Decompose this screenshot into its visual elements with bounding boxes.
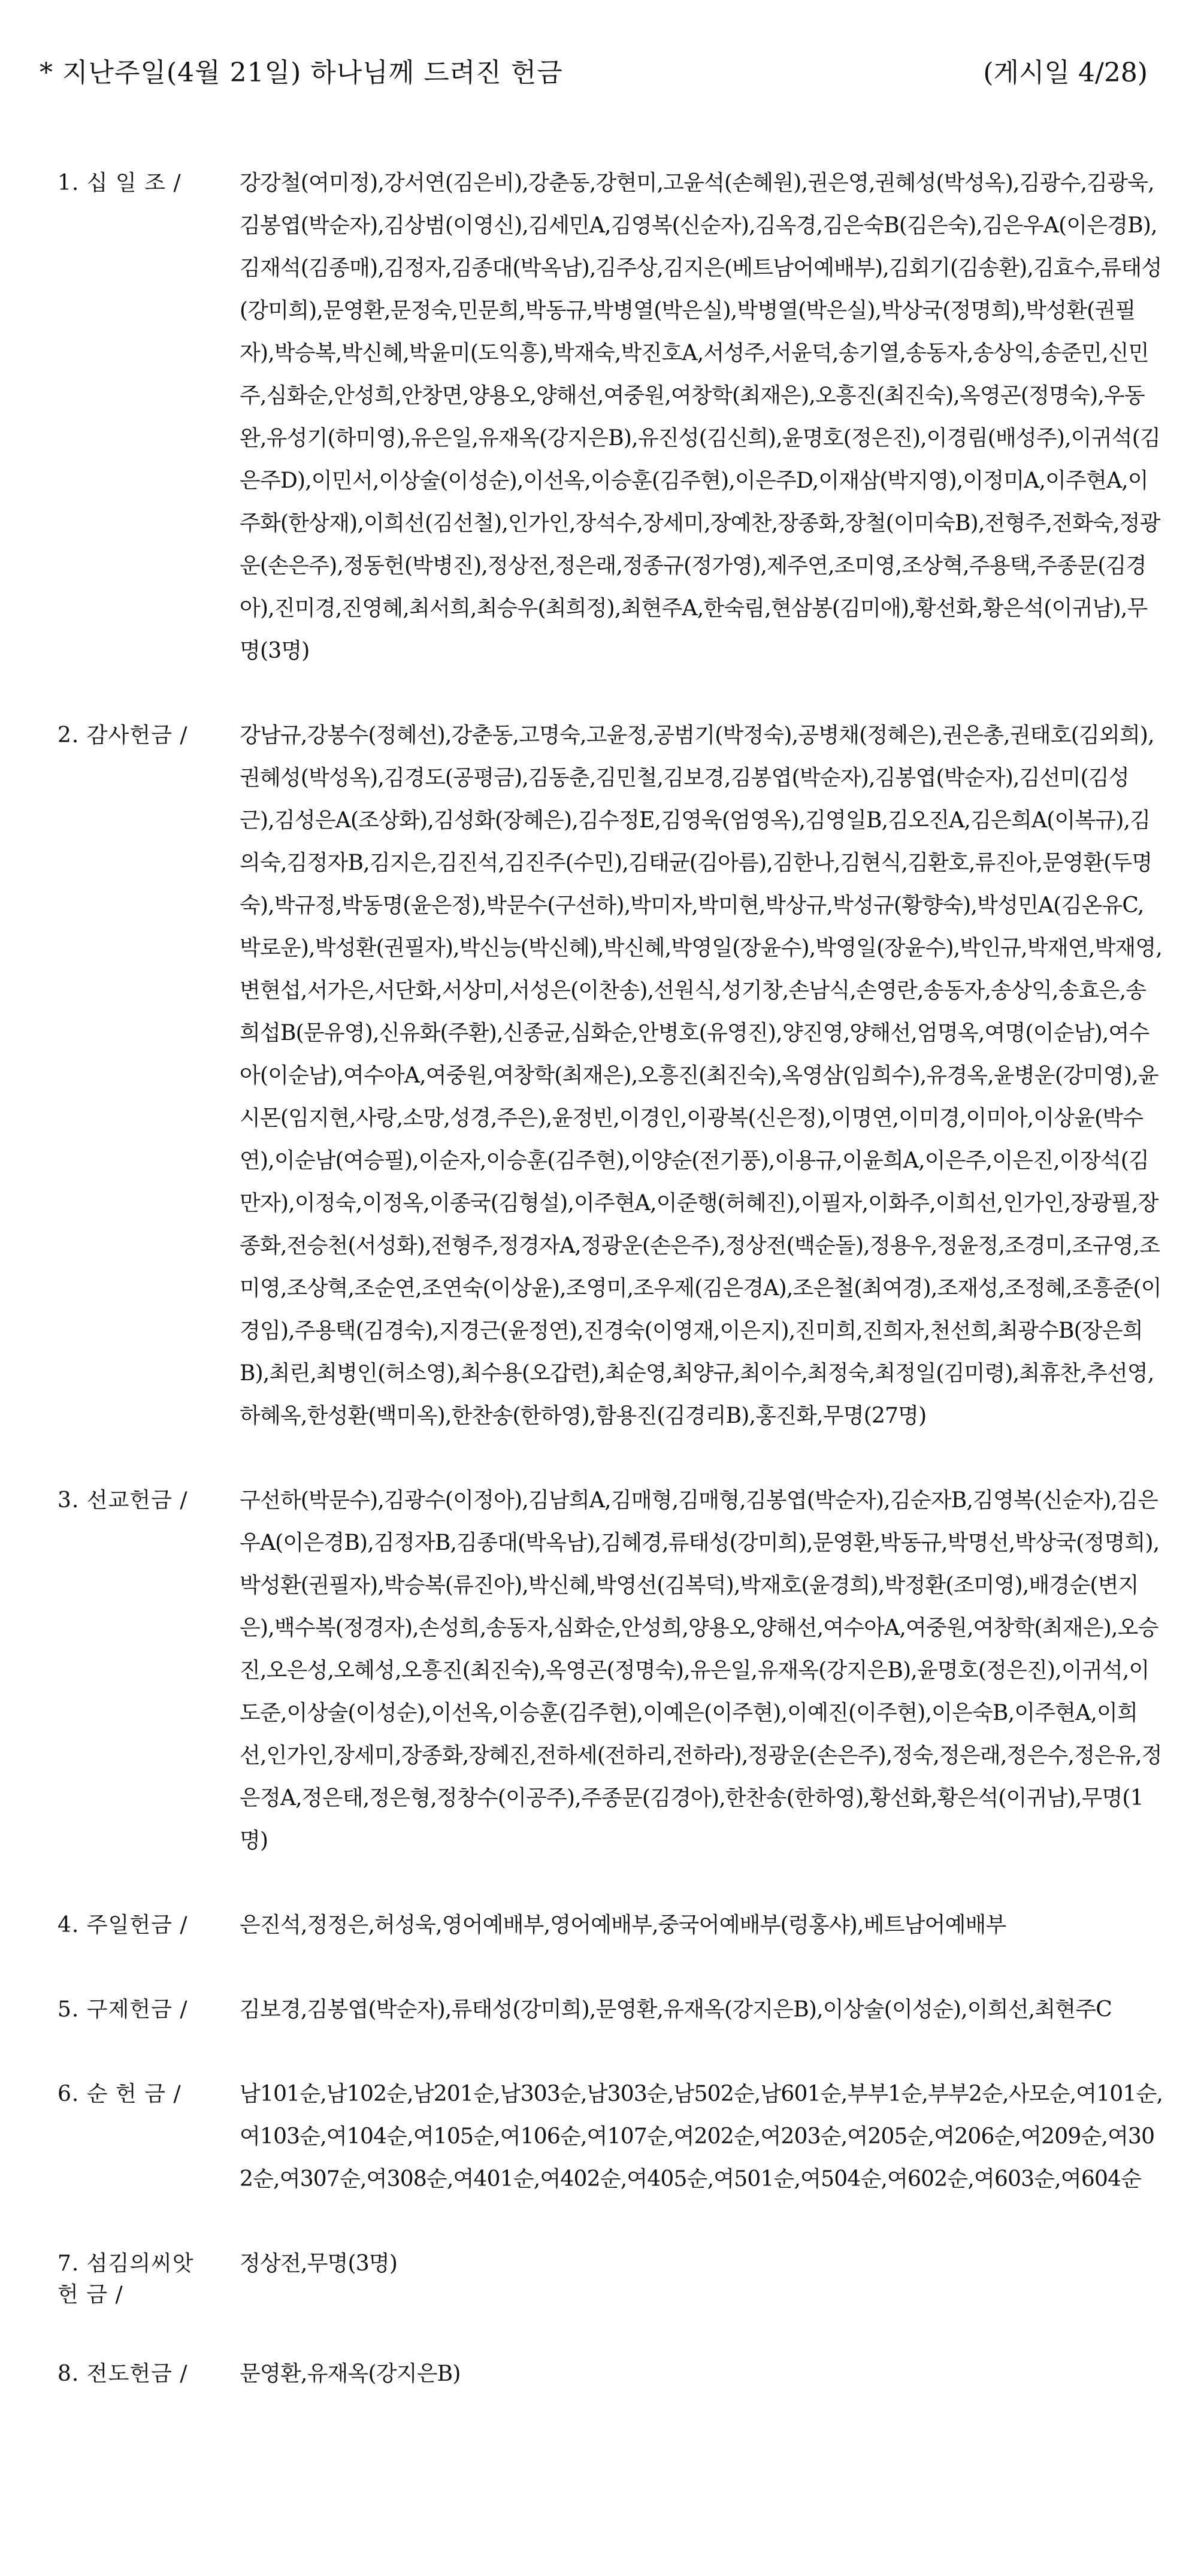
section-label: 4. 주일헌금 /: [58, 1913, 188, 1937]
section-names: 문영환,유재옥(강지은B): [240, 2362, 461, 2386]
section-label: 2. 감사헌금 /: [58, 723, 188, 748]
section-label: 5. 구제헌금 /: [58, 1997, 188, 2022]
section-service-seed: [58, 2242, 1172, 2311]
page-header: [40, 49, 1158, 91]
offering-sections: [58, 162, 1172, 2437]
section-names: 정상전,무명(3명): [240, 2251, 398, 2276]
section-label: 8. 전도헌금 /: [58, 2362, 188, 2386]
section-label: 6. 순 헌 금 /: [58, 2082, 181, 2106]
section-names: 김보경,김봉엽(박순자),류태성(강미희),문영환,유재옥(강지은B),이상술(이성순),이희선,최현주C: [240, 1997, 1112, 2022]
section-label: 3. 선교헌금 /: [58, 1488, 188, 1513]
section-label: 7. 섬김의씨앗 헌 금 /: [58, 2251, 194, 2307]
section-names: 구선하(박문수),김광수(이정아),김남희A,김매형,김매형,김봉엽(박순자),김순자B,김영복(신순자),김은우A(이은경B),김정자B,김종대(박옥남),김혜경,류태성(강미희),문영환,박동규,박명선,박상국(정명희),박성환(권필자),박승복(류진아),박신혜,박영선(김복덕),박재호(윤경희),박정환(조미영),배경순(변지은),백수복(정경자),손성희,송동자,심화순,안성희,양용오,양해선,여수아A,여중원,여창학(최재은),오승진,오은성,오혜성,오흥진(최진숙),옥영곤(정명숙),유은일,유재옥(강지은B),윤명호(정은진),이귀석,이도준,이상술(이성순),이선옥,이승훈(김주현),이예은(이주현),이예진(이주현),이은숙B,이주현A,이희선,인가인,장세미,장종화,장혜진,전하세(전하리,전하라),정광운(손은주),정숙,정은래,정은수,정은유,정은정A,정은태,정은형,정창수(이공주),주종문(김경아),한찬송(한하영),황선화,황은석(이귀남),무명(1명): [240, 1488, 1162, 1853]
section-names: 남101순,남102순,남201순,남303순,남303순,남502순,남601순,부부1순,부부2순,사모순,여101순,여103순,여104순,여105순,여106순,여107순,여202순,여203순,여205순,여206순,여209순,여302순,여307순,여308순,여401순,여402순,여405순,여501순,여504순,여602순,여603순,여604순: [240, 2082, 1163, 2191]
section-thanksgiving: [58, 714, 1172, 1437]
section-group: [58, 2073, 1172, 2200]
section-tithe: [58, 162, 1172, 672]
page-title: * 지난주일(4월 21일) 하나님께 드려진 헌금: [40, 58, 563, 88]
section-sunday: [58, 1904, 1172, 1946]
section-names: 강강철(여미정),강서연(김은비),강춘동,강현미,고윤석(손혜원),권은영,권혜성(박성옥),김광수,김광욱,김봉엽(박순자),김상범(이영신),김세민A,김영복(신순자),김옥경,김은숙B(김은숙),김은우A(이은경B),김재석(김종매),김정자,김종대(박옥남),김주상,김지은(베트남어예배부),김회기(김송환),김효수,류태성(강미희),문영환,문정숙,민문희,박동규,박병열(박은실),박병열(박은실),박상국(정명희),박성환(권필자),박승복,박신혜,박윤미(도익흥),박재숙,박진호A,서성주,서윤덕,송기열,송동자,송상익,송준민,신민주,심화순,안성희,안창면,양용오,양해선,여중원,여창학(최재은),오흥진(최진숙),옥영곤(정명숙),우동완,유성기(하미영),유은일,유재옥(강지은B),유진성(김신희),윤명호(정은진),이경림(배성주),이귀석(김은주D),이민서,이상술(이성순),이선옥,이승훈(김주현),이은주D,이재삼(박지영),이정미A,이주현A,이주화(한상재),이희선(김선철),인가인,장석수,장세미,장예찬,장종화,장철(이미숙B),전형주,전화숙,정광운(손은주),정동헌(박병진),정상전,정은래,정종규(정가영),제주연,조미영,조상혁,주용택,주종문(김경아),진미경,진영혜,최서희,최승우(최희정),최현주A,한숙림,현삼봉(김미애),황선화,황은석(이귀남),무명(3명): [240, 171, 1162, 663]
section-evangelism: [58, 2353, 1172, 2395]
section-mission: [58, 1479, 1172, 1862]
section-names: 강남규,강봉수(정혜선),강춘동,고명숙,고윤정,공범기(박정숙),공병채(정혜은),권은총,권태호(김외희),권혜성(박성옥),김경도(공평금),김동춘,김민철,김보경,김봉엽(박순자),김봉엽(박순자),김선미(김성근),김성은A(조상화),김성화(장혜은),김수정E,김영욱(엄영옥),김영일B,김오진A,김은희A(이복규),김의숙,김정자B,김지은,김진석,김진주(수민),김태균(김아름),김한나,김현식,김환호,류진아,문영환(두명숙),박규정,박동명(윤은정),박문수(구선하),박미자,박미현,박상규,박성규(황향숙),박성민A(김온유C,박로운),박성환(권필자),박신능(박신혜),박신혜,박영일(장윤수),박영일(장윤수),박인규,박재연,박재영,변현섭,서가은,서단화,서상미,서성은(이찬송),선원식,성기창,손남식,손영란,송동자,송상익,송효은,송희섭B(문유영),신유화(주환),신종균,심화순,안병호(유영진),양진영,양해선,엄명옥,여명(이순남),여수아(이순남),여수아A,여중원,여창학(최재은),오흥진(최진숙),옥영삼(임희수),유경옥,윤병운(강미영),윤시몬(임지현,사랑,소망,성경,주은),윤정빈,이경인,이광복(신은정),이명연,이미경,이미아,이상윤(박수연),이순남(여승필),이순자,이승훈(김주현),이양순(전기풍),이용규,이윤희A,이은주,이은진,이장석(김만자),이정숙,이정옥,이종국(김형설),이주현A,이준행(허혜진),이필자,이화주,이희선,인가인,장광필,장종화,전승천(서성화),전형주,정경자A,정광운(손은주),정상전(백순돌),정용우,정윤정,조경미,조규영,조미영,조상혁,조순연,조연숙(이상윤),조영미,조우제(김은경A),조은철(최여경),조재성,조정혜,조흥준(이경임),주용택(김경숙),지경근(윤정연),진경숙(이영재,이은지),진미희,진희자,천선희,최광수B(장은희B),최린,최병인(허소영),최수용(오갑련),최순영,최양규,최이수,최정숙,최정일(김미령),최휴찬,추선영,하혜옥,한성환(백미옥),한찬송(한하영),함용진(김경리B),홍진화,무명(27명): [240, 723, 1163, 1428]
section-label: 1. 십 일 조 /: [58, 171, 181, 195]
section-names: 은진석,정정은,허성욱,영어예배부,영어예배부,중국어예배부(렁홍샤),베트남어예배부: [240, 1913, 1006, 1937]
section-relief: [58, 1988, 1172, 2031]
post-date: (게시일 4/28): [983, 58, 1148, 88]
